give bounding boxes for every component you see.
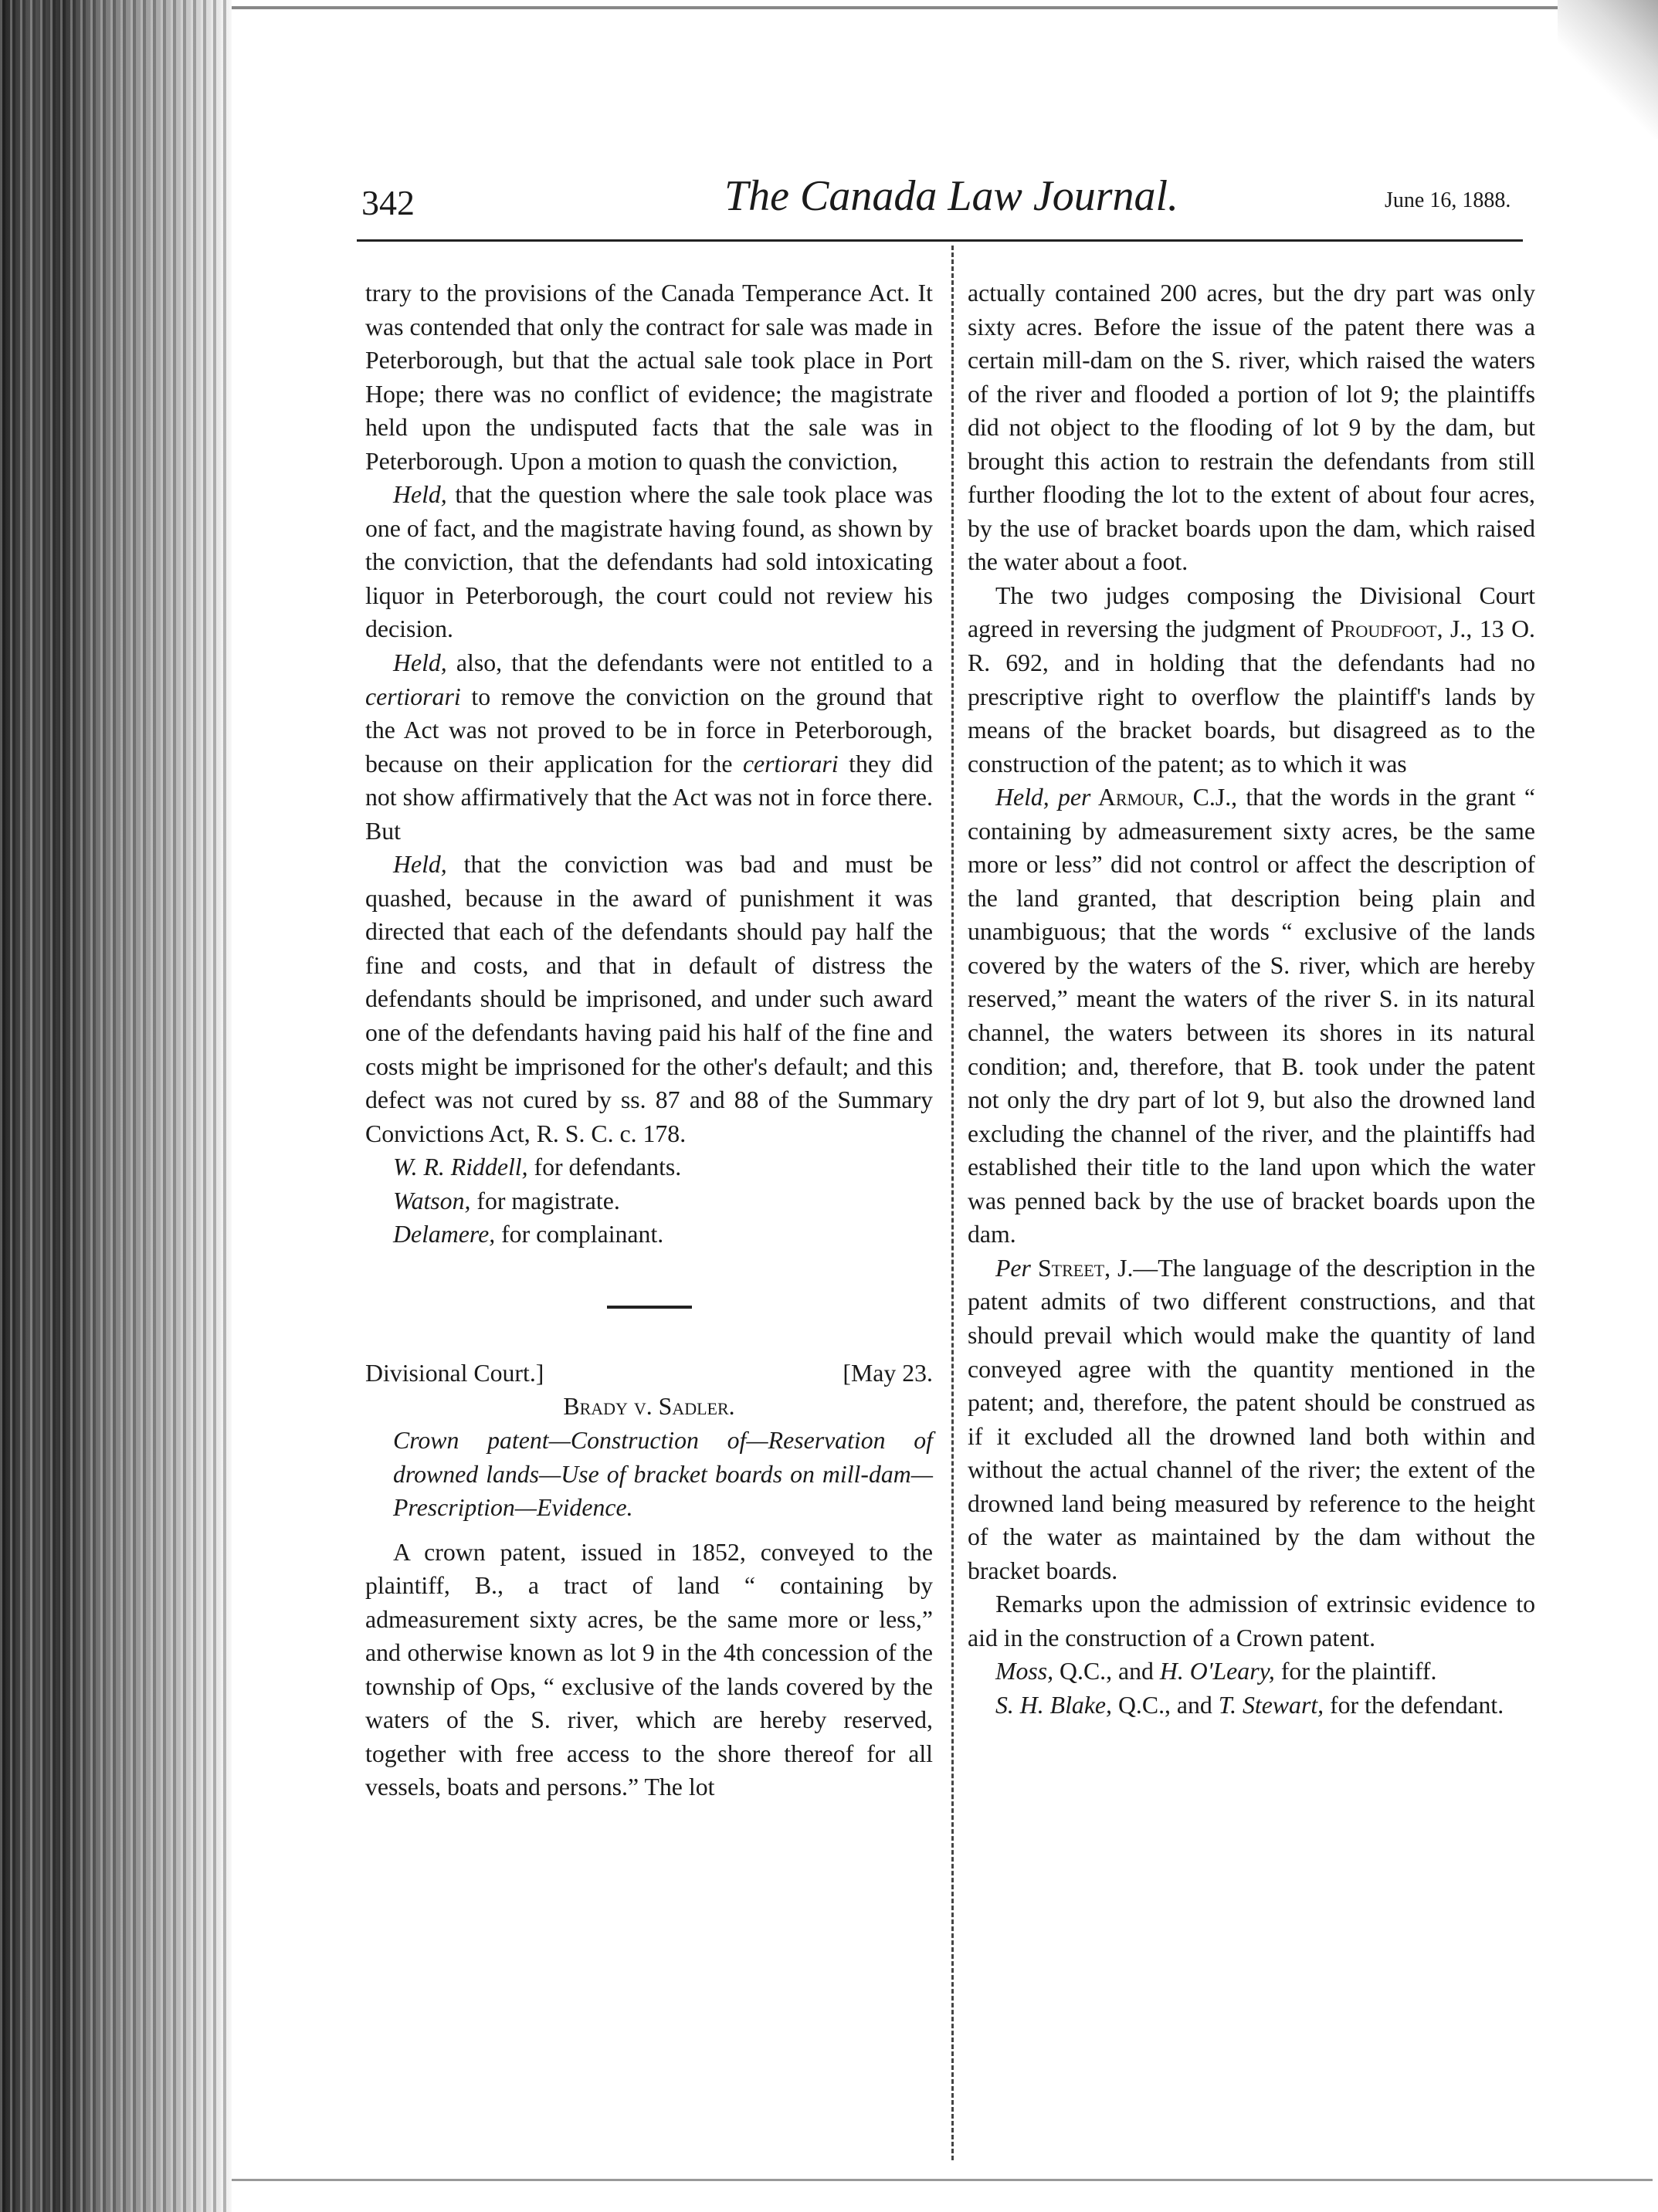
case-name: Brady v. Sadler. [563,1393,735,1421]
issue-date: June 16, 1888. [1385,188,1511,212]
page-top-edge [232,6,1653,9]
column-divider [951,246,954,2160]
section-separator [607,1306,692,1309]
page-corner-shadow [1558,0,1658,139]
paragraph: Per Street, J.—The language of the description in the patent admits of two different constructions, and that should prevail which would make the quantity of land conveyed agree with the quantity mentioned in the patent; and, therefore, the patent should be construed as if it excluded all the drowned land both within and without the actual channel of the river; the extent of the drowned land being measured by reference to the height of the water as maintained by the dam without the bracket boards. [968,1254,1535,1584]
court-line [365,1357,933,1391]
paragraph: Remarks upon the admission of extrinsic evidence to aid in the construction of a Crown patent. [968,1590,1535,1651]
paragraph: A crown patent, issued in 1852, conveyed to the plaintiff, B., a tract of land “ containing by admeasurement sixty acres, be the same more or less,” and otherwise known as lot 9 in the 4th concession of the township of Ops, “ exclusive of the lands covered by the waters of the S. river, which are hereby reserved, together with free access to the shore thereof for all vessels, boats and persons.” The lot [365,1538,933,1801]
page-bottom-edge [232,2179,1653,2181]
header-rule [357,239,1523,242]
counsel-line: S. H. Blake, Q.C., and T. Stewart, for the defendant. [995,1691,1504,1719]
counsel-line: W. R. Riddell, for defendants. [393,1153,682,1181]
page-number: 342 [361,183,415,222]
scanned-binding-edge [0,0,232,2212]
court-name: Divisional Court.] [365,1359,544,1387]
left-column [365,276,933,1804]
paragraph: actually contained 200 acres, but the dry part was only sixty acres. Before the issue of the patent there was a certain mill-dam on the S. river, which raised the waters of the river and flooded a portion of lot 9; the plaintiffs did not object to the flooding of lot 9 by the dam, but brought this action to restrain the defendants from still further flooding the lot to the extent of about four acres, by the use of bracket boards upon the dam, which raised the water about a foot. [968,279,1535,576]
paragraph: Held, per Armour, C.J., that the words in the grant “ containing by admeasurement sixty acres, be the same more or less” did not control or affect the description of the land granted, that description being plain and unambiguous; that the words “ exclusive of the lands covered by the waters of the S. river, which are hereby reserved,” meant the waters of the river S. in its natural channel, the waters between its shores in its natural condition; and, therefore, that B. took under the patent not only the dry part of lot 9, but also the drowned land excluding the channel of the river, and the plaintiffs had established their title to the land upon which the water was penned back by the use of bracket boards upon the dam. [968,784,1535,1248]
paragraph: Held, that the conviction was bad and must be quashed, because in the award of punishment it was directed that each of the defendants should pay half the fine and costs, and that in default of distress the defendants should be imprisoned, and under such award one of the defendants having paid his half of the fine and costs might be imprisoned for the other's default; and this defect was not cured by ss. 87 and 88 of the Summary Convictions Act, R. S. C. c. 178. [365,851,933,1147]
counsel-line: Moss, Q.C., and H. O'Leary, for the plaintiff. [995,1658,1437,1685]
paragraph: Held, that the question where the sale took place was one of fact, and the magistrate having found, as shown by the conviction, that the defendants had sold intoxicating liquor in Peterborough, the court could not review his decision. [365,481,933,643]
counsel-line: Watson, for magistrate. [393,1187,620,1214]
court-date: [May 23. [843,1359,933,1387]
page-header [361,171,1520,225]
headnote: Crown patent—Construction of—Reservation of drowned lands—Use of bracket boards on mill-dam—Prescription—Evidence. [393,1426,933,1522]
journal-title: The Canada Law Journal. [724,172,1179,220]
right-column [968,276,1535,1723]
paragraph: trary to the provisions of the Canada Temperance Act. It was contended that only the contract for sale was made in Peterborough, but that the actual sale took place in Port Hope; there was no conflict of evidence; the magistrate held upon the undisputed facts that the sale was in Peterborough. Upon a motion to quash the conviction, [365,279,933,475]
paragraph: The two judges composing the Divisional Court agreed in reversing the judgment of Proudfoot, J., 13 O. R. 692, and in holding that the defendants had no prescriptive right to overflow the plaintiff's lands by means of the bracket boards, but disagreed as to the construction of the patent; as to which it was [968,581,1535,777]
counsel-line: Delamere, for complainant. [393,1221,664,1248]
paragraph: Held, also, that the defendants were not entitled to a certiorari to remove the conviction on the ground that the Act was not proved to be in force in Peterborough, because on their application for the certiorari they did not show affirmatively that the Act was not in force there. But [365,649,933,845]
